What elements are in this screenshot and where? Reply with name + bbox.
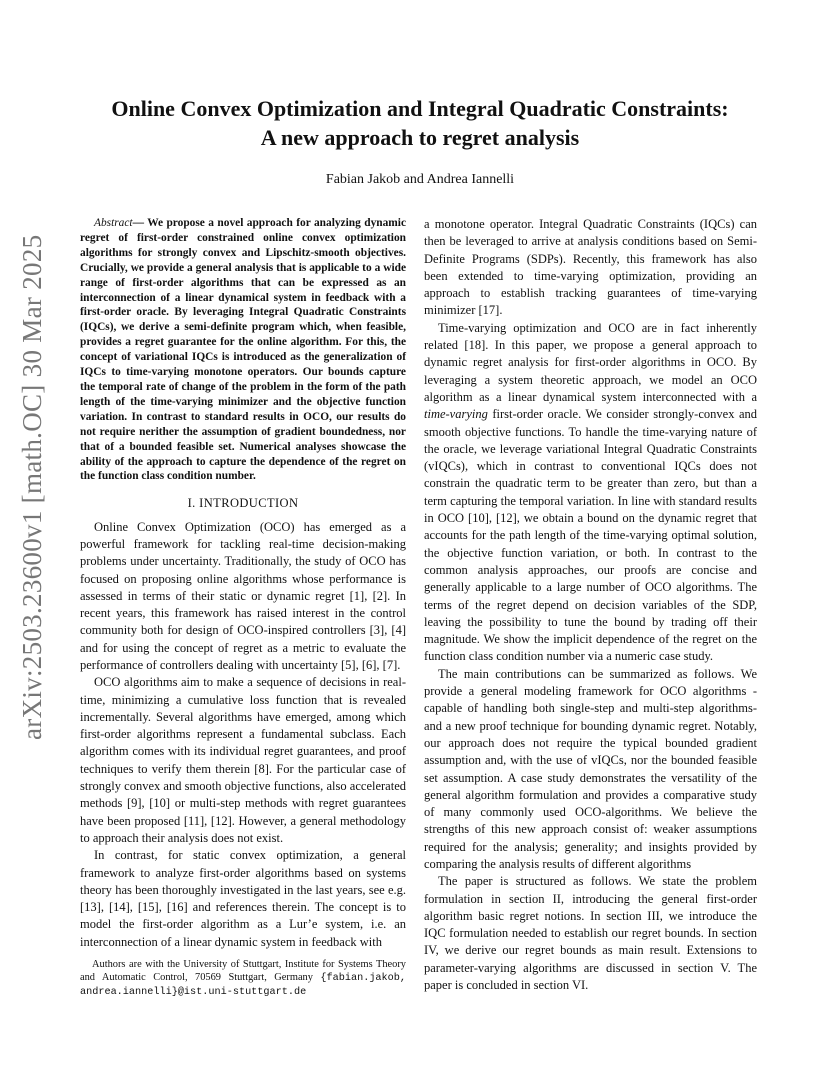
title-line-1: Online Convex Optimization and Integral Quadratic Constraints: (111, 96, 729, 121)
body-paragraph: a monotone operator. Integral Quadratic Constraints (IQCs) can then be leveraged to arrive at analysis conditions based on Semi-Definite Programs (SDPs). Recently, this framework has also been extended to time-varying optimization, providing an approach to establish tracking guarantees of time-varying minimizer [17]. (424, 217, 757, 318)
section-heading-introduction: I. INTRODUCTION (187, 496, 299, 511)
paper-title (90, 94, 750, 152)
right-column (424, 216, 757, 994)
abstract-text: — We propose a novel approach for analyzing dynamic regret of first-order constrained online convex optimization algorithms for strongly convex and Lipschitz-smooth objectives. Crucially, we provide a general analysis that is applicable to a wide range of first-order algorithms that can be expressed as an interconnection of a linear dynamical system in feedback with a first-order oracle. By leveraging Integral Quadratic Constraints (IQCs), we derive a semi-definite program which, when feasible, provides a regret guarantee for the online algorithm. For this, the concept of variational IQCs is introduced as the generalization of IQCs to time-varying monotone operators. Our bounds capture the temporal rate of change of the problem in the form of the path length of the time-varying minimizer and the objective function variation. In contrast to standard results in OCO, our results do not require nerither the assumption of gradient boundedness, nor that of a bounded feasible set. Numerical analyses showcase the ability of the approach to capture the dependence of the regret on the function class condition number. (80, 217, 406, 483)
title-line-2: A new approach to regret analysis (260, 125, 580, 150)
footnote-text: Authors are with the University of Stuttgart, Institute for Systems Theory and Automatic Control, 70569 Stuttgart, Germany (80, 959, 406, 984)
body-text: Time-varying optimization and OCO are in fact inherently related [18]. In this paper, we propose a general approach to dynamic regret analysis for first-order algorithms in OCO. By leveraging a system theoretic approach, we model an OCO algorithm as a linear dynamical system interconnected with a (424, 320, 757, 404)
footnote-email: {fabian.jakob, andrea.iannelli}@ist.uni-stuttgart.de (80, 973, 406, 999)
body-paragraph: The main contributions can be summarized as follows. We provide a general modeling framework for OCO algorithms -capable of handling both single-step and multi-step algorithms- and a new proof technique for bounding dynamic regret. Notably, our approach does not require the typical bounded gradient assumption and, with the use of vIQCs, nor the bounded feasible set assumption. A case study demonstrates the versatility of the general algorithm formulation and provides a comparative study of many commonly used OCO-algorithms. We believe the strengths of this new approach consist of: weaker assumptions required for the analysis; generality; and insights provided by comparing the analysis results of different algorithms (424, 666, 757, 871)
abstract-label: Abstract (94, 217, 133, 229)
author-list: Fabian Jakob and Andrea Iannelli (325, 172, 515, 187)
body-paragraph (424, 320, 757, 666)
left-column (80, 216, 406, 951)
abstract (80, 216, 406, 484)
intro-paragraph: Online Convex Optimization (OCO) has emerged as a powerful framework for tackling real-time decision-making problems under uncertainty. Traditionally, the study of OCO has focused on proposing online algorithms whose performance is assessed in terms of their static or dynamic regret [1], [2]. In recent years, this framework has raised interest in the control community both for design of OCO-inspired controllers [3], [4] and for using the concept of regret as a metric to evaluate the performance of controllers dealing with uncertainty [5], [6], [7]. (80, 519, 406, 672)
emphasis-text: time-varying (424, 407, 488, 422)
intro-paragraph: OCO algorithms aim to make a sequence of decisions in real-time, minimizing a cumulative loss function that is revealed incrementally. Several algorithms have emerged, among which first-order algorithms represent a fundamental subclass. Each algorithm comes with its individual regret guarantees, and proof techniques to verify them therein [8]. For the particular case of strongly convex and smooth objective functions, also accelerated methods [9], [10] or multi-step methods with regret guarantees have been proposed [11], [12]. However, a general methodology to approach their analysis does not exist. (80, 675, 406, 845)
author-footnote (80, 958, 406, 1000)
arxiv-identifier: arXiv:2503.23600v1 [math.OC] 30 Mar 2025 (17, 234, 47, 740)
body-text: first-order oracle. We consider strongly-convex and smooth objective functions. To handle the time-varying nature of the oracle, we leverage variational Integral Quadratic Constraints (vIQCs), which in contrast to conventional IQCs does not constrain the quadratic term to be greater than zero, but than a term capturing the temporal variation. In line with standard results in OCO [10], [12], we obtain a bound on the dynamic regret that accounts for the path length of the time-varying optimal solution, the objective function variation, or both. In contrast to the common analysis approaches, our proofs are concise and generally applicable to a large number of OCO algorithms. The terms of the regret depend on decision variables of the SDP, leaving the possibility to tune the bound by trading off their magnitude. We show the implicit dependence of the regret on the function class condition number via a numeric case study. (424, 407, 757, 664)
intro-paragraph: In contrast, for static convex optimization, a general framework to analyze first-order algorithms based on systems theory has been thoroughly investigated in the last years, see e.g. [13], [14], [15], [16] and references therein. The concept is to model the first-order algorithm as a Lur’e system, i.e. an interconnection of a linear dynamic system in feedback with (80, 848, 406, 949)
body-paragraph: The paper is structured as follows. We state the problem formulation in section II, introducing the general first-order algorithm basic regret notions. In section III, we introduce the IQC formulation needed to establish our regret bounds. In section IV, we derive our regret bounds as main result. Extensions to parameter-varying algorithms are discussed in section V. The paper is concluded in section VI. (424, 874, 757, 993)
